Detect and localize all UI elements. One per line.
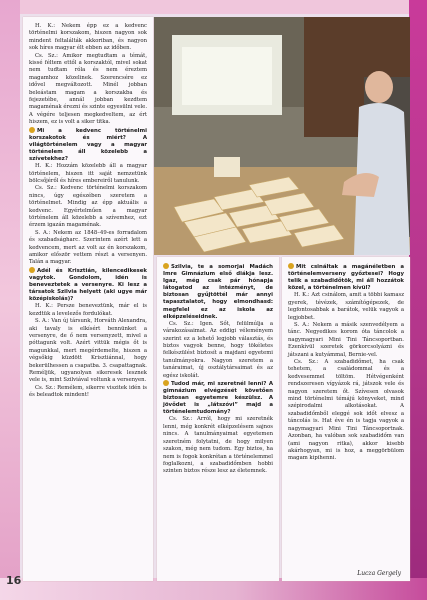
answer-cssz-1: Cs. Sz.: Amikor megtudtam a témát, kissé féltem ettől a korszaktól, mivel sokat nem tudtam róla és nem éreztem magamhoz közelinek. Szerencsére ez idővel megváltozott. Minél jobban beleástam magam a korszakba és fejezetébe, annál jobban kezdtem magaménak érezni és szinte egyesülni vele. A végére teljesen megkedveltem, az ért hiszem, ez is volt a siker titka. [29,52,147,126]
page-number: 16 [6,574,22,587]
answer-cssz-5: Cs. Sz.: Arról, hogy mi szeretnék lenni, még konkrét elképzelésem sajnos nincs. A tanulmányaimat egyetemen szeretném folytatni, de hogy milyen szakon, még nem tudom. Egy biztos, ha nem is fogok konkrétan a történelemmel foglalkozni, a szabadidőmben hobbi szinten biztos része lesz az életemnek. [163,416,273,475]
author-byline: Lucza Gergely [357,570,401,577]
answer-sa-2: S. A.: Van új társunk, Horváth Alexandra, aki tavaly is elkísért bennünket a versenyre, de ő nem versenyzett, mivel a póttagunk volt. Azért vittük mégis őt is magunkkal, mert megérdemelte, hiszen a végsőkig küzdött Krisztiánnal, hogy bekerülhessen a csapatba. 3. csapattagnak. Reméljük, ugyanolyan sikeresek lesznek vele is, mint Szilviával voltunk a versenyen. [29,318,147,384]
answer-hk-2: H. K.: Hozzám közelebb áll a magyar történelem, hiszen itt saját nemzetünk bölcsőjéről és híres embereiről tanulunk. [29,163,147,184]
question-teammate [29,267,147,303]
answer-cssz-2: Cs. Sz.: Kedvenc történelmi korszakom nincs, úgy egészében szeretem a történelmet. Mindig az épp aktuális a kedvenc. Egyértelműen a magyar történelem áll közelebb a szívemhez, ezt érzem igazán magaménak. [29,185,147,229]
question-text: Mi a kedvenc történelmi korszakotok és miért? A világtörténelem vagy a magyar történelem áll közelebb a szívetekhez? [29,127,147,163]
question-text: Adél és Krisztián, kilencedikesek vagytok. Gondolom, idén is beneveztetek a versenyre. Ki lesz a társatok Szilvia helyett (aki ugye már középiskolás)? [29,267,147,303]
question-favorite-era [29,127,147,163]
answer-cssz-6: Cs. Sz.: A szabadidőmet, ha csak tehetem, a családommal és a kedvesemmel töltöm. Hétvégenként rendszeresen vígyázok rá, játszok vele és nagyon szeretem őt. Szívesen olvasok mind történelmi témájú könyveket, mind szépirodalmi alkotásokat. A szabadidőmből eleggé sok időt elvesz a táncolás is. Hat éve én is tagja vagyok a nagymagyari Mini Tini Táncsoportnak. Azonban, ha valóban sok szabadidőm van (ami nagyon ritka), akkor kisebb akárhogyan, mi is hoz, a meggörbülom magam kipihenni. [288,359,404,462]
answer-cssz-3: Cs. Sz.: Remélem, sikerre viszitek idén is és beleadtok mindent! [29,384,147,399]
question-future [163,380,273,416]
question-text: Szilvia, te a somorjai Madách Imre Gimnázium első diákja lesz. Igaz, még csak pár hónapja látogatod az intézményt, de biztosan gyűjtöttél már annyi tapasztalatot, hogy elmondhasd: megfelel ez az iskola az elképzeléseidnek. [163,264,273,320]
photo-illustration [154,17,410,255]
left-border [0,0,20,600]
bottom-border [0,578,427,600]
column-2 [157,257,279,581]
right-border [409,0,427,600]
answer-hk-4: H. K.: Azt csinálom, amit a többi kamasz gyerek, tévézek, számítógépezek, de legfontosabbak a barátok, velük vagyok a legjobbet. [288,292,404,321]
question-text: Mit csináltak a magánéletben a történelemverseny győztesei? Hogy telik a szabadidőtök, mi áll hozzátok közel, a történelmen kívül? [288,264,404,292]
answer-sa-1: S. A.: Nekem az 1848–49-es forradalom és szabadságharc. Szerintem azért lett a kedvencem, mert az volt az én korszakom, amikor először vettem részt a versenyen. Talán a magyar. [29,229,147,266]
column-3 [282,257,410,581]
event-photo [154,17,410,255]
bullet-icon [163,263,169,269]
answer-hk-1: H. K.: Nekem épp ez a kedvenc történelmi korszakom, hiszen nagyon sok mindent feltalálták akkoriban, és nagyon sok híres magyar élt ebben az időben. [29,23,147,52]
bullet-icon [29,267,35,273]
top-border [0,0,427,14]
question-text: Tudod már, mi szeretnél lenni? A gimnázium elvégzését követően biztosan egyetemre készülsz. A jövődet is „látszóvi” majd a történelemtudomány? [163,381,273,416]
bullet-icon [288,263,294,269]
answer-cssz-4: Cs. Sz.: Igen. Sőt, felülmúlja a várakozásaimat. Az eddigi véleményem szerint ez a lehető legjobb választás, és biztos vagyok benne, hogy tökéletes felkészülést biztosít a majdani egyetemi tanulmányokra. Nagyon szeretem a tanáraimat, új osztálytársaimat és az egész iskolát. [163,320,273,379]
question-private-life [288,263,404,292]
answer-hk-3: H. K.: Persze beneveztünk, már el is kezdtük a levelezős fordulókat. [29,303,147,317]
bullet-icon [163,380,169,386]
question-school [163,263,273,321]
bullet-icon [29,127,35,133]
answer-sa-3: S. A.: Nekem a másik szenvedélyem a tánc. Negyedikes korom óta táncolok a nagymagyari Mini Tini Táncsoportban. Ezenkívül szeretek görkorcsolyázni és játszani a kutyámmal, Bernie-vel. [288,322,404,358]
column-1 [23,17,153,581]
